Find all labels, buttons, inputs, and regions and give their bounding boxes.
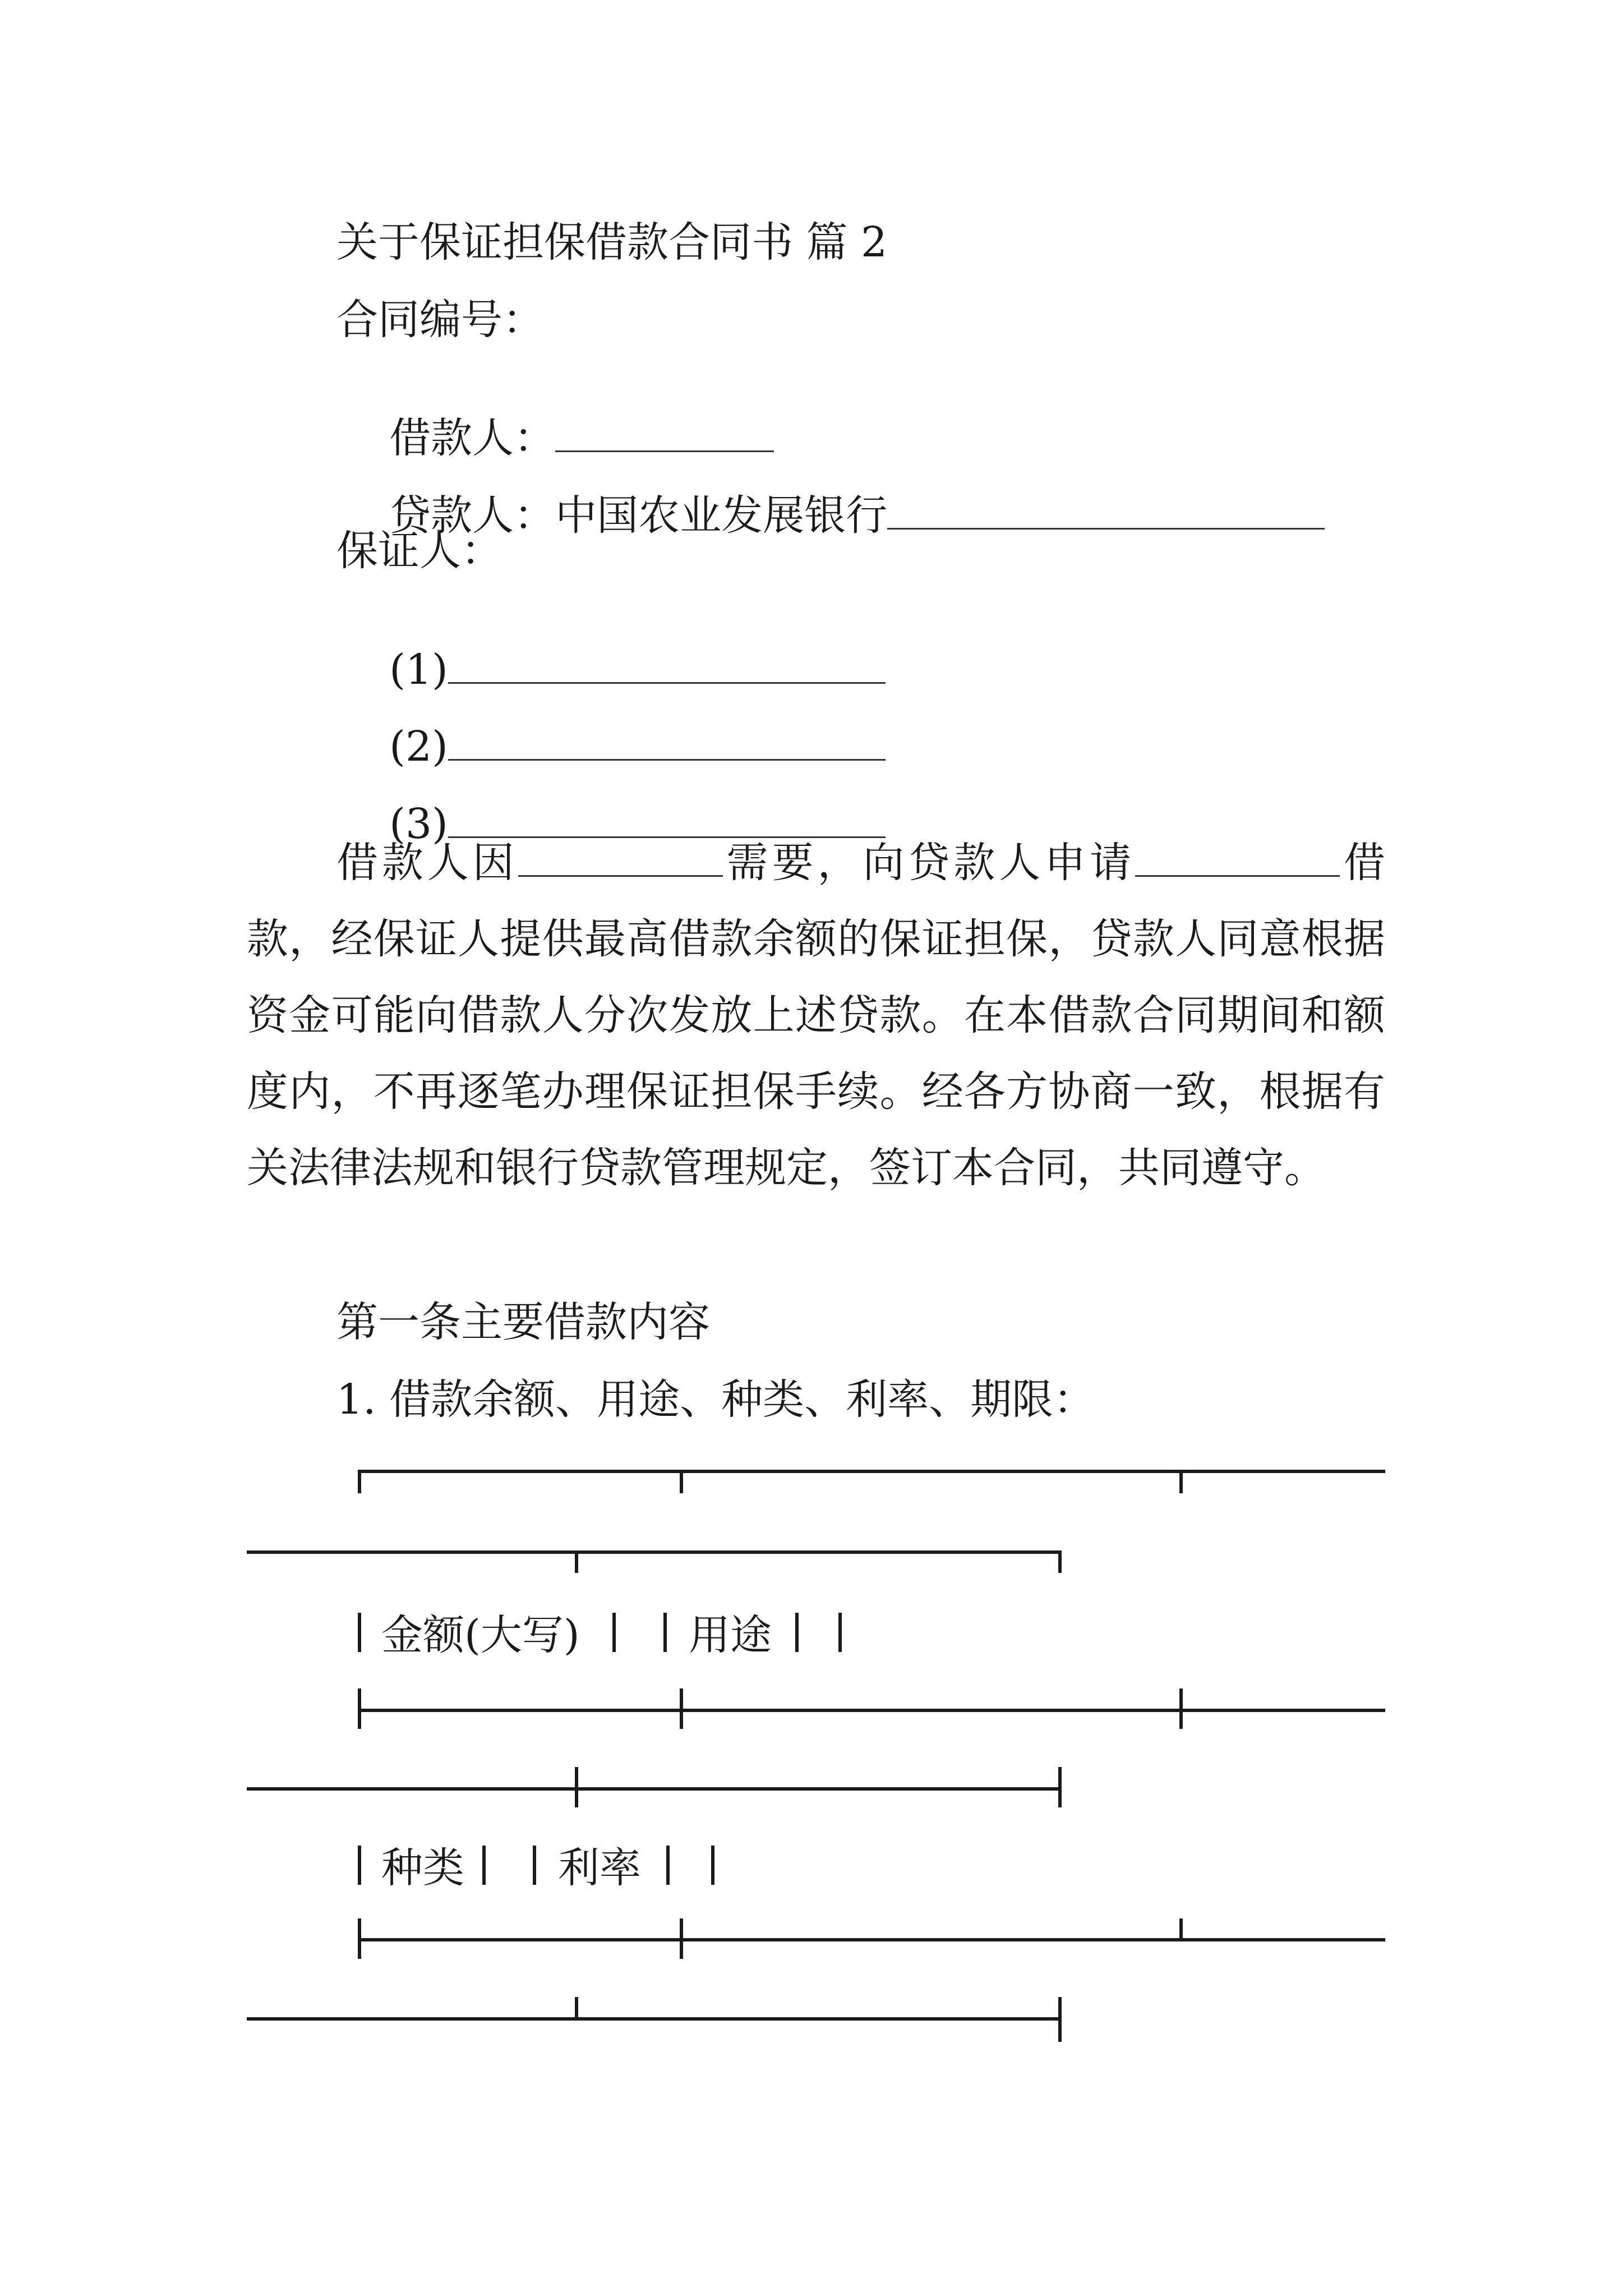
table-tick xyxy=(358,1688,361,1729)
cell-amount-label: 金额(大写) xyxy=(381,1611,580,1659)
table-bar xyxy=(663,1613,667,1652)
table-bar xyxy=(358,1846,361,1885)
cell-purpose-label: 用途 xyxy=(689,1611,772,1659)
amount-blank xyxy=(1135,843,1340,877)
borrower-label: 借款人： xyxy=(389,414,556,462)
table-bar xyxy=(612,1613,616,1652)
guarantor-number: (3) xyxy=(389,800,448,848)
table-tick xyxy=(680,1688,683,1729)
table-tick xyxy=(680,1918,683,1959)
table-rule xyxy=(358,1938,1385,1941)
table-bar xyxy=(358,1613,361,1652)
table-tick xyxy=(680,1470,683,1493)
table-tick xyxy=(1058,1997,1062,2042)
article-1-title: 第一条主要借款内容 xyxy=(336,1298,710,1346)
table-tick xyxy=(358,1918,361,1959)
table-tick xyxy=(575,1767,578,1807)
table-tick xyxy=(1179,1918,1183,1941)
guarantor-label: 保证人： xyxy=(336,527,502,575)
table-bar xyxy=(711,1846,714,1885)
table-rule xyxy=(358,1709,1385,1712)
article-1-item-1: 1. 借款余额、用途、种类、利率、期限： xyxy=(336,1375,1095,1424)
table-bar xyxy=(666,1846,670,1885)
table-rule xyxy=(358,1470,1385,1473)
guarantor-number: (2) xyxy=(389,723,448,771)
table-tick xyxy=(575,1997,578,2019)
table-rule xyxy=(247,1787,1062,1791)
table-bar xyxy=(533,1846,536,1885)
body-text-1: 借款人因 xyxy=(336,839,518,887)
table-bar xyxy=(482,1846,486,1885)
body-text-3: 借款，经保证人提供最高借款余额的保证担保，贷款人同意根据资金可能向借款人分次发放上述贷款。在本借款合同期间和额度内，不再逐笔办理保证担保手续。经各方协商一致，根据有关法律法规和银行贷款管理规定，签订本合同，共同遵守。 xyxy=(247,839,1386,1192)
table-tick xyxy=(575,1550,578,1573)
table-rule xyxy=(247,1550,1062,1554)
table-bar xyxy=(838,1613,842,1652)
table-tick xyxy=(1058,1550,1062,1573)
lender-label: 贷款人：中国农业发展银行 xyxy=(389,491,888,540)
borrower-blank xyxy=(555,418,774,452)
purpose-blank xyxy=(518,843,723,877)
contract-number-label: 合同编号： xyxy=(336,296,544,344)
body-text-2: 需要，向贷款人申请 xyxy=(722,839,1136,887)
document-title: 关于保证担保借款合同书 篇 2 xyxy=(336,218,888,266)
cell-rate-label: 利率 xyxy=(558,1844,641,1892)
guarantor-blank xyxy=(448,726,886,761)
guarantor-blank xyxy=(448,650,886,684)
table-tick xyxy=(1179,1470,1183,1493)
table-tick xyxy=(1179,1688,1183,1729)
body-paragraph xyxy=(247,825,1385,1206)
table-tick xyxy=(1058,1767,1062,1807)
cell-type-label: 种类 xyxy=(381,1844,464,1892)
guarantor-number: (1) xyxy=(389,646,448,694)
table-rule xyxy=(247,2017,1062,2021)
lender-blank xyxy=(887,495,1325,530)
table-bar xyxy=(795,1613,799,1652)
table-tick xyxy=(358,1470,361,1493)
